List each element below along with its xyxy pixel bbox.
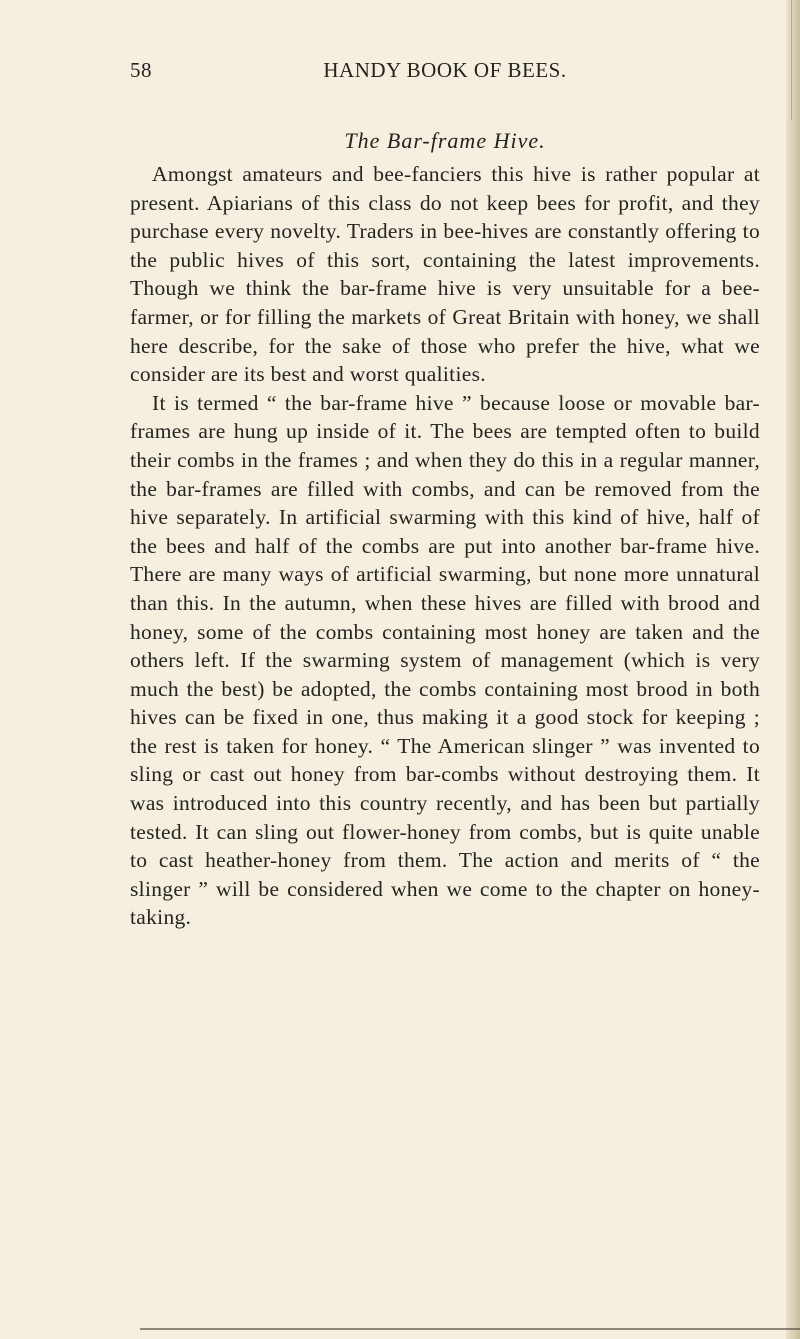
running-head: HANDY BOOK OF BEES. xyxy=(323,58,567,82)
page-edge-shadow xyxy=(786,0,800,1339)
page-edge-line xyxy=(791,0,792,120)
page-number: 58 xyxy=(130,58,152,82)
body-text xyxy=(130,160,760,932)
paragraph: Amongst amateurs and bee-fanciers this hive is rather popular at present. Apiarians of this class do not keep bees for profit, and they purchase every novelty. Traders in bee-hives are constantly offering to the public hives of this sort, containing the latest improvements. Though we think the bar-frame hive is very unsuitable for a bee-farmer, or for filling the markets of Great Britain with honey, we shall here describe, for the sake of those who prefer the hive, what we consider are its best and worst qualities. xyxy=(130,162,760,387)
page-bottom-edge xyxy=(140,1328,800,1330)
page-header xyxy=(130,58,760,88)
paragraph: It is termed “ the bar-frame hive ” because loose or movable bar-frames are hung up inside of it. The bees are tempted often to build their combs in the frames ; and when they do this in a regular manner, the bar-frames are filled with combs, and can be removed from the hive separately. In artificial swarming with this kind of hive, half of the bees and half of the combs are put into another bar-frame hive. There are many ways of artificial swarming, but none more unnatural than this. In the autumn, when these hives are filled with brood and honey, some of the combs containing most honey are taken and the others left. If the swarming system of management (which is very much the best) be adopted, the combs containing most brood in both hives can be fixed in one, thus making it a good stock for keeping ; the rest is taken for honey. “ The American slinger ” was invented to sling or cast out honey from bar-combs without destroying them. It was introduced into this country recently, and has been but partially tested. It can sling out flower-honey from combs, but is quite unable to cast heather-honey from them. The action and merits of “ the slinger ” will be considered when we come to the chapter on honey-taking. xyxy=(130,390,760,930)
section-title: The Bar-frame Hive. xyxy=(344,128,546,153)
